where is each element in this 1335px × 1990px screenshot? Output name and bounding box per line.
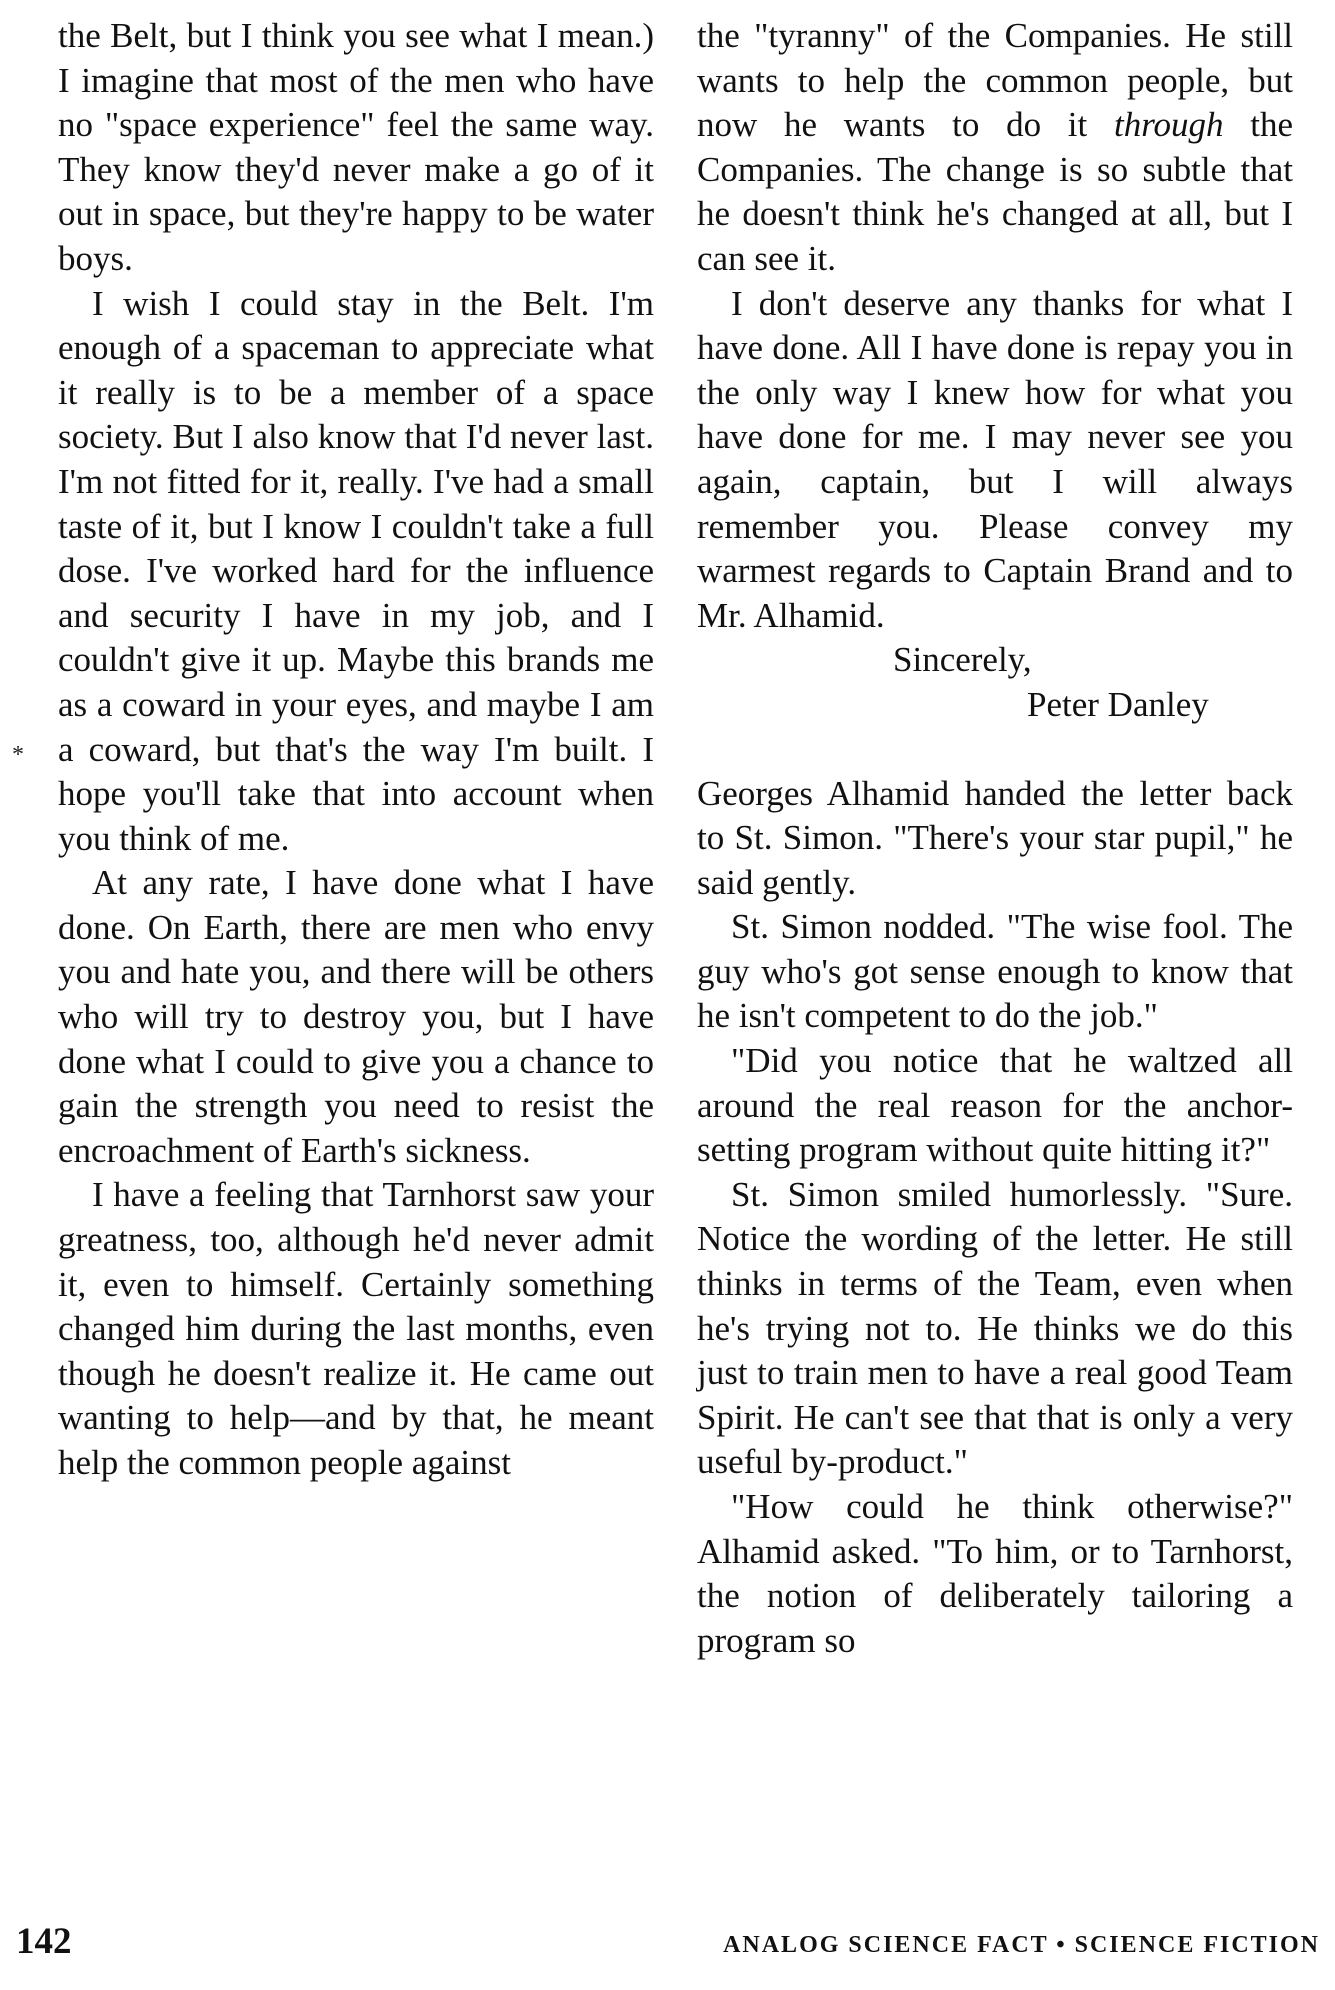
body-paragraph: At any rate, I have done what I have done. On Earth, there are men who envy you and hate you, and there will be others who will try to destroy you, but I have done what I could to give you a chance to gain the strength you need to resist the encroachment of Earth's sickness. <box>58 863 654 1170</box>
body-paragraph: "How could he think otherwise?" Alhamid asked. "To him, or to Tarnhorst, the notion of deliberately tailoring a program so <box>697 1487 1293 1660</box>
body-paragraph: I don't deserve any thanks for what I have done. All I have done is repay you in the only way I knew how for what you have done for me. I may never see you again, captain, but I will always remember you. Please convey my warmest regards to Captain Brand and to Mr. Alhamid. <box>697 283 1293 635</box>
page-footer <box>0 1920 1335 1970</box>
text-run: the "tyranny" of the Companies. He still wants to help the common people, but now he wants to do it <box>697 16 1293 145</box>
body-paragraph: I have a feeling that Tarnhorst saw your greatness, too, although he'd never admit it, even to himself. Certainly something changed him during the last months, even though he doesn't realize it. He came out wanting to help—and by that, he meant help the common people against <box>58 1175 654 1482</box>
body-paragraph: St. Simon smiled humorlessly. "Sure. Notice the wording of the letter. He still thinks in terms of the Team, even when he's trying not to. He thinks we do this just to train men to have a real good Team Spirit. He can't see that that is only a very useful by-product." <box>697 1174 1293 1482</box>
letter-signature: Peter Danley <box>1027 684 1209 724</box>
letter-closing: Sincerely, <box>893 640 1032 680</box>
body-paragraph: Georges Alhamid handed the letter back to St. Simon. "There's your star pupil," he said gently. <box>697 773 1293 902</box>
body-paragraph: "Did you notice that he waltzed all around the real reason for the anchor-setting program without quite hitting it?" <box>697 1041 1293 1170</box>
left-column <box>58 14 654 1486</box>
letter-signature-block <box>697 638 1293 727</box>
page-number: 142 <box>16 1921 72 1962</box>
body-paragraph <box>697 14 1293 282</box>
right-column <box>697 14 1293 1663</box>
emphasized-word: through <box>1113 105 1224 145</box>
body-paragraph: I wish I could stay in the Belt. I'm enough of a spaceman to appreciate what it really is to be a member of a space society. But I also know that I'd never last. I'm not fitted for it, really. I've had a small taste of it, but I know I couldn't take a full dose. I've worked hard for the influence and security I have in my job, and I couldn't give it up. Maybe this brands me as a coward in your eyes, and maybe I am a coward, but that's the way I'm built. I hope you'll take that into account when you think of me. <box>58 283 654 858</box>
margin-asterisk-mark: * <box>12 742 24 768</box>
body-paragraph: St. Simon nodded. "The wise fool. The guy who's got sense enough to know that he isn't competent to do the job." <box>697 907 1293 1036</box>
running-title: ANALOG SCIENCE FACT • SCIENCE FICTION <box>723 1932 1320 1958</box>
body-paragraph: the Belt, but I think you see what I mean.) I imagine that most of the men who have no "space experience" feel the same way. They know they'd never make a go of it out in space, but they're happy to be water boys. <box>58 16 654 278</box>
text-run: the Companies. The change is so subtle that he doesn't think he's changed at all, but I can see it. <box>697 105 1293 278</box>
